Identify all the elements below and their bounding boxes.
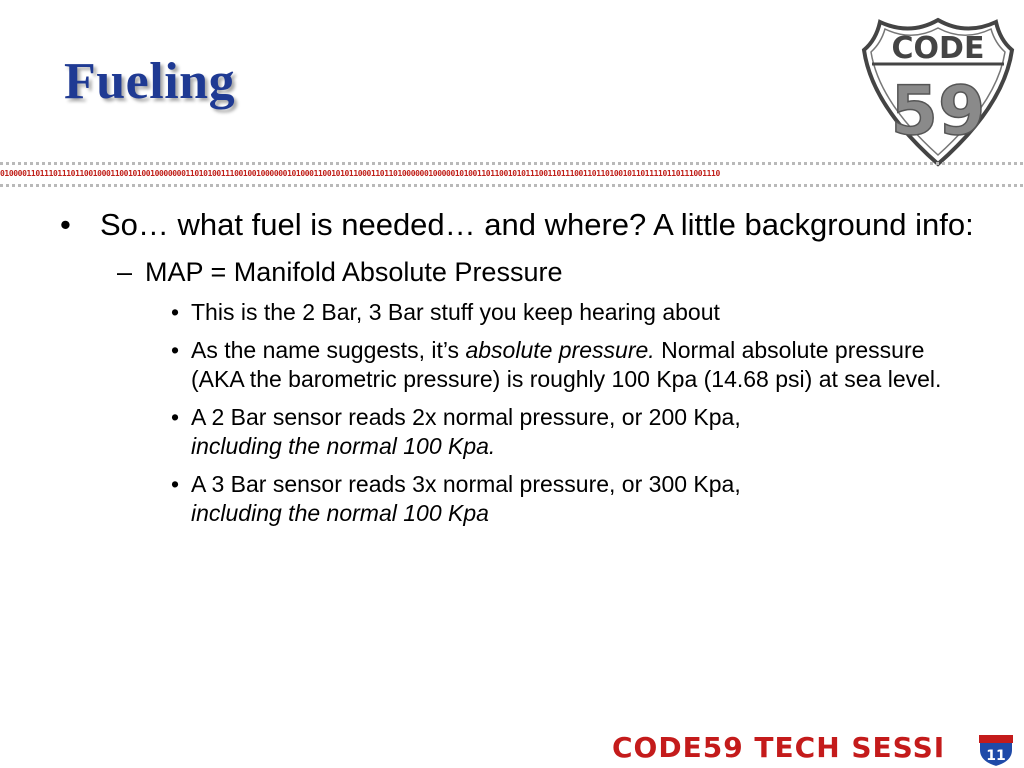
footer-text: CODE59 TECH SESSI [612,731,946,764]
bullet-level1 [60,205,1000,245]
bullet-text: A 2 Bar sensor reads 2x normal pressure, or 200 Kpa, [191,404,741,430]
bullet-text: So… what fuel is needed… and where? A little background info: [100,207,974,242]
bullet-italic-text: including the normal 100 Kpa. [191,433,496,459]
bullet-level3 [171,403,981,461]
logo-number-text: 59 [890,72,986,151]
bullet-italic-text: including the normal 100 Kpa [191,500,489,526]
slide-title: Fueling [64,53,236,110]
dash-marker: – [117,257,133,287]
shield-number: 11 [986,748,1006,764]
bullet-level3 [171,298,981,327]
route-shield-icon [858,10,1018,170]
divider-dots-bottom [0,184,1024,187]
logo-code-text: CODE [891,31,985,66]
bullet-level3 [171,470,981,528]
bullet-italic-text: absolute pressure. [465,337,655,363]
bullet-level3 [171,336,981,394]
interstate-shield-icon [976,732,1016,768]
bullet-text: This is the 2 Bar, 3 Bar stuff you keep hearing about [191,299,720,325]
bullet-level2 [117,255,1000,289]
bullet-marker: • [171,404,180,430]
bullet-marker: • [171,337,180,363]
bullet-text: MAP = Manifold Absolute Pressure [145,257,563,287]
divider-dots-top [0,162,1024,165]
binary-digits: 0100001101110111011001000110010100100000001101010011100100100000010100011001010110001101101000000100000101001101100101011100110111001101101001011011110110111001110 [0,169,720,178]
bullet-text: A 3 Bar sensor reads 3x normal pressure, or 300 Kpa, [191,471,741,497]
bullet-marker: • [60,207,71,242]
bullet-marker: • [171,471,180,497]
code59-logo [858,10,1018,170]
footer-banner [612,728,1024,768]
bullet-text: Normal absolute pressure (AKA the barometric pressure) is roughly 100 Kpa (14.68 psi) at sea level. [191,337,942,392]
slide-body [60,205,1000,528]
bullet-text: As the name suggests, it’s [191,337,466,363]
bullet-marker: • [171,299,180,325]
binary-divider [0,160,1024,190]
